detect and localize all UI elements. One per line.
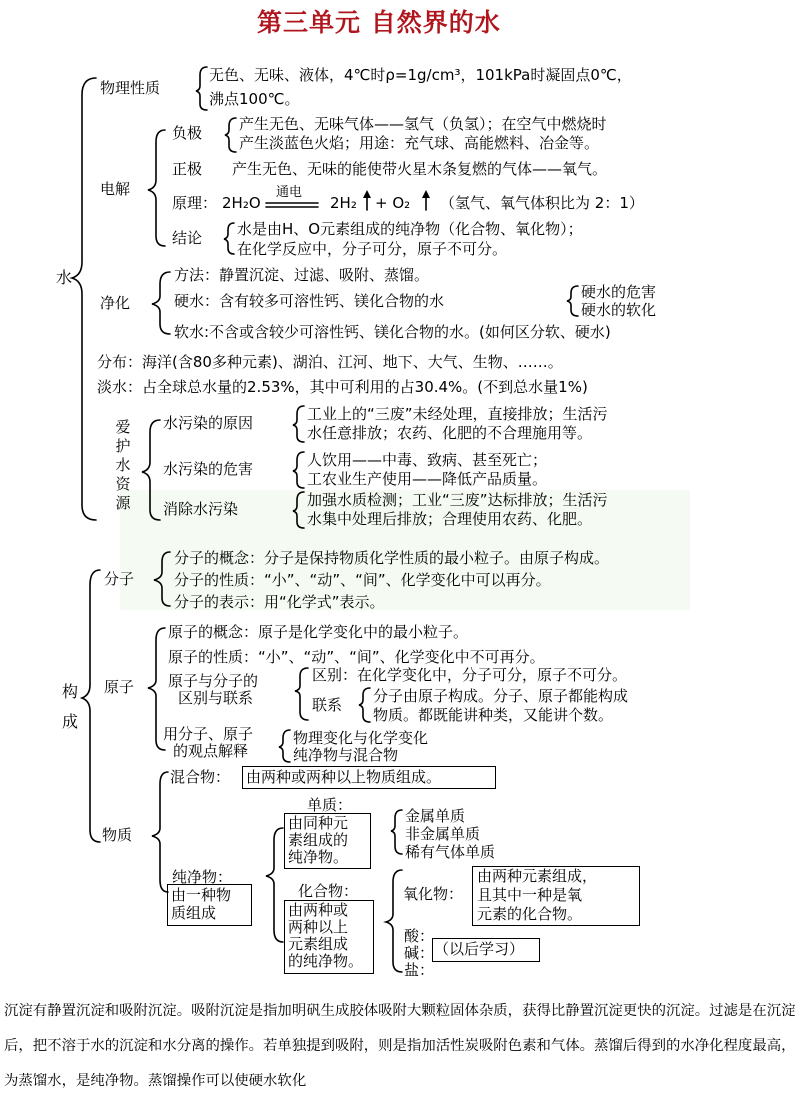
pure-def-2: 质组成	[171, 904, 217, 922]
conclusion-line-2: 在化学反应中，分子可分，原子不可分。	[237, 240, 508, 258]
molecule-property: 分子的性质：“小”、“动”、“间”、化学变化中可以再分。	[174, 571, 551, 589]
atom-property: 原子的性质：“小”、“动”、“间”、化学变化中不可再分。	[168, 648, 545, 666]
oxide-label: 氧化物：	[403, 885, 464, 903]
protect-label-2: 护	[115, 437, 131, 455]
protect-label-1: 爱	[115, 418, 131, 436]
mixture-def: 由两种或两种以上物质组成。	[246, 768, 442, 786]
hard-water-def: 硬水：含有较多可溶性钙、镁化合物的水	[174, 292, 445, 310]
element-label: 单质：	[307, 796, 353, 814]
atom-explain-line-2: 的观点解释	[173, 742, 249, 760]
positive-text: 产生无色、无味的能使带火星木条复燃的气体——氧气。	[232, 160, 608, 178]
explanation-paragraph: 沉淀有静置沉淀和吸附沉淀。吸附沉淀是指加明矾生成胶体吸附大颗粒固体杂质，获得比静置沉淀更快的沉淀。过滤是在沉淀后，把不溶于水的沉淀和水分离的操作。若单独提到吸附，则是指加活性炭吸附色素和气体。蒸馏后得到的水净化程度最高，为蒸馏水，是纯净物。蒸馏操作可以使硬水软化	[4, 1003, 796, 1089]
fresh-water: 淡水：占全球总水量的2.53%，其中可利用的占30.4%。(不到总水量1%)	[97, 378, 588, 396]
element-type-metal: 金属单质	[405, 807, 466, 825]
pollution-elim-line-2: 水集中处理后排放；合理使用农药、化肥。	[307, 510, 593, 528]
atom-difference: 区别：在化学变化中，分子可分，原子不可分。	[312, 666, 628, 684]
atom-label: 原子	[104, 678, 135, 696]
oxide-def-2: 且其中一种是氧	[477, 886, 583, 904]
element-type-nonmetal: 非金属单质	[405, 825, 481, 843]
oxide-def-1: 由两种元素组成，	[477, 867, 598, 885]
electrolysis-label: 电解	[100, 180, 131, 198]
pollution-elim-label: 消除水污染	[163, 500, 239, 518]
atom-relation-line-2: 区别与联系	[178, 689, 254, 707]
composition-root-2: 成	[62, 712, 79, 731]
molecule-concept: 分子的概念：分子是保持物质化学性质的最小粒子。由原子构成。	[174, 549, 610, 567]
compound-label: 化合物：	[298, 882, 359, 900]
atom-explain-a: 物理变化与化学变化	[293, 729, 429, 747]
pollution-cause-label: 水污染的原因	[163, 414, 254, 432]
compound-def-2: 两种以上	[288, 918, 349, 936]
physical-line-1: 无色、无味、液体，4℃时ρ=1g/cm³，101kPa时凝固点0℃，	[209, 66, 632, 84]
physical-label: 物理性质	[100, 79, 161, 97]
equation-right-h2: 2H₂	[330, 194, 357, 212]
pure-def-1: 由一种物	[171, 886, 232, 904]
molecule-representation: 分子的表示：用“化学式”表示。	[174, 593, 385, 611]
soft-water-def: 软水:不含或含较少可溶性钙、镁化合物的水。(如何区分软、硬水)	[174, 323, 611, 341]
protect-label-4: 资	[115, 475, 131, 493]
negative-line-1: 产生无色、无味气体——氢气（负氢）；在空气中燃烧时	[239, 115, 607, 133]
atom-link-label: 联系	[312, 696, 343, 714]
compound-def-1: 由两种或	[288, 901, 349, 919]
principle-label: 原理：	[172, 194, 218, 212]
pollution-harm-line-1: 人饮用——中毒、致病、甚至死亡；	[307, 451, 548, 469]
molecule-label: 分子	[104, 570, 135, 588]
hard-water-soften: 硬水的软化	[581, 301, 657, 319]
compound-def-3: 元素组成	[288, 935, 349, 953]
element-type-noble: 稀有气体单质	[405, 843, 496, 861]
pollution-elim-line-1: 加强水质检测；工业“三废”达标排放；生活污	[307, 491, 608, 509]
negative-label: 负极	[172, 124, 203, 142]
substance-label: 物质	[102, 826, 133, 844]
atom-relation-line-1: 原子与分子的	[168, 672, 259, 690]
positive-label: 正极	[172, 160, 203, 178]
element-def-2: 素组成的	[288, 831, 349, 849]
pollution-cause-line-2: 水任意排放；农药、化肥的不合理施用等。	[307, 424, 593, 442]
element-def-1: 由同种元	[288, 814, 349, 832]
mixture-label: 混合物：	[170, 768, 231, 786]
pollution-cause-line-1: 工业上的“三废”未经处理，直接排放；生活污	[307, 405, 608, 423]
protect-label-5: 源	[115, 494, 131, 512]
pollution-harm-line-2: 工农业生产使用——降低产品质量。	[307, 470, 548, 488]
conclusion-line-1: 水是由H、O元素组成的纯净物（化合物、氧化物）；	[237, 220, 583, 238]
pollution-harm-label: 水污染的危害	[163, 460, 254, 478]
water-distribution: 分布：海洋(含80多种元素)、湖泊、江河、地下、大气、生物、……。	[97, 353, 563, 371]
acid-label: 酸：	[404, 927, 435, 945]
equation-left: 2H₂O	[222, 194, 261, 212]
atom-link-line-2: 物质。都既能讲种类，又能讲个数。	[373, 706, 614, 724]
pure-label: 纯净物：	[172, 868, 233, 886]
atom-concept: 原子的概念：原子是化学变化中的最小粒子。	[168, 623, 469, 641]
oxide-def-3: 元素的化合物。	[477, 905, 583, 923]
conclusion-label: 结论	[172, 229, 203, 247]
purify-label: 净化	[100, 294, 131, 312]
purify-method: 方法：静置沉淀、过滤、吸附、蒸馏。	[174, 266, 430, 284]
negative-line-2: 产生淡蓝色火焰；用途：充气球、高能燃料、冶金等。	[239, 134, 600, 152]
later-note: （以后学习）	[434, 940, 525, 958]
base-label: 碱：	[404, 944, 435, 962]
protect-label-3: 水	[115, 456, 131, 474]
composition-root-1: 构	[62, 682, 79, 701]
element-def-3: 纯净物。	[288, 848, 349, 866]
atom-explain-line-1: 用分子、原子	[163, 725, 254, 743]
hard-water-harm: 硬水的危害	[581, 283, 657, 301]
compound-def-4: 的纯净物。	[288, 952, 364, 970]
equation-note: （氢气、氧气体积比为 2：1）	[440, 194, 644, 212]
page-title: 第三单元 自然界的水	[257, 8, 501, 37]
atom-link-line-1: 分子由原子构成。分子、原子都能构成	[373, 687, 629, 705]
salt-label: 盐：	[404, 961, 435, 979]
equation-condition: 通电	[276, 185, 303, 200]
atom-explain-b: 纯净物与混合物	[293, 746, 399, 764]
water-root-label: 水	[56, 268, 73, 287]
physical-line-2: 沸点100℃。	[209, 90, 300, 108]
equation-right-o2: + O₂	[375, 194, 411, 212]
